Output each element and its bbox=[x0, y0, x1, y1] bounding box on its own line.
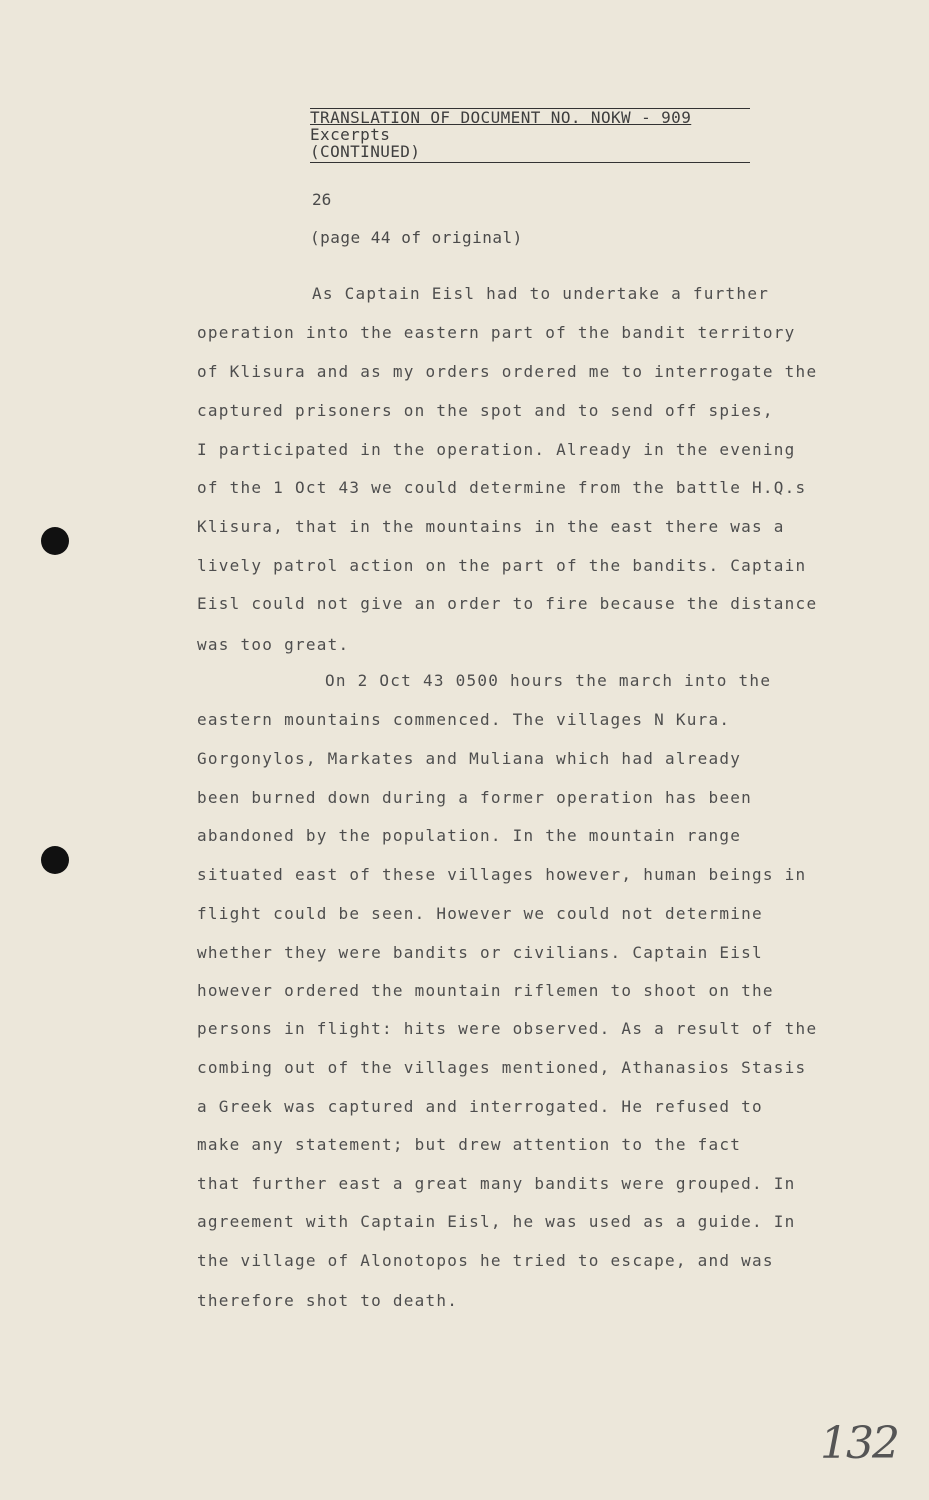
body-line: the village of Alonotopos he tried to escape, and was bbox=[197, 1251, 774, 1270]
body-line: persons in flight: hits were observed. As a result of the bbox=[197, 1019, 818, 1038]
body-line: therefore shot to death. bbox=[197, 1291, 459, 1310]
body-line: whether they were bandits or civilians. Captain Eisl bbox=[197, 943, 763, 962]
body-line: Eisl could not give an order to fire because the distance bbox=[197, 594, 818, 613]
continued-label: (CONTINUED) bbox=[310, 142, 421, 161]
body-line: flight could be seen. However we could not determine bbox=[197, 904, 763, 923]
body-line: Klisura, that in the mountains in the east there was a bbox=[197, 517, 785, 536]
body-line: make any statement; but drew attention to the fact bbox=[197, 1135, 742, 1154]
body-line: operation into the eastern part of the bandit territory bbox=[197, 323, 796, 342]
punch-hole-top bbox=[41, 527, 69, 555]
punch-hole-bottom bbox=[41, 846, 69, 874]
body-line: been burned down during a former operation has been bbox=[197, 788, 753, 807]
body-line: of Klisura and as my orders ordered me to interrogate the bbox=[197, 362, 818, 381]
body-line: however ordered the mountain riflemen to shoot on the bbox=[197, 981, 774, 1000]
body-line: captured prisoners on the spot and to send off spies, bbox=[197, 401, 774, 420]
body-line: was too great. bbox=[197, 635, 350, 654]
body-line: On 2 Oct 43 0500 hours the march into the bbox=[325, 671, 772, 690]
body-line: Gorgonylos, Markates and Muliana which had already bbox=[197, 749, 742, 768]
header-bottom-rule bbox=[310, 162, 750, 163]
body-line: a Greek was captured and interrogated. He refused to bbox=[197, 1097, 763, 1116]
document-header bbox=[310, 108, 750, 163]
page-number: 26 bbox=[312, 190, 332, 209]
body-line: situated east of these villages however, human beings in bbox=[197, 865, 807, 884]
body-line: agreement with Captain Eisl, he was used as a guide. In bbox=[197, 1212, 796, 1231]
handwritten-folio-number: 132 bbox=[820, 1418, 898, 1469]
body-line: of the 1 Oct 43 we could determine from the battle H.Q.s bbox=[197, 478, 807, 497]
body-line: As Captain Eisl had to undertake a further bbox=[312, 284, 770, 303]
document-title: TRANSLATION OF DOCUMENT NO. NOKW - 909 bbox=[310, 108, 692, 127]
body-line: eastern mountains commenced. The villages N Kura. bbox=[197, 710, 731, 729]
body-line: abandoned by the population. In the mountain range bbox=[197, 826, 742, 845]
body-line: I participated in the operation. Already in the evening bbox=[197, 440, 796, 459]
body-line: lively patrol action on the part of the bandits. Captain bbox=[197, 556, 807, 575]
body-line: that further east a great many bandits were grouped. In bbox=[197, 1174, 796, 1193]
original-page-reference: (page 44 of original) bbox=[310, 228, 523, 247]
document-subtitle: Excerpts bbox=[310, 125, 391, 144]
body-line: combing out of the villages mentioned, Athanasios Stasis bbox=[197, 1058, 807, 1077]
